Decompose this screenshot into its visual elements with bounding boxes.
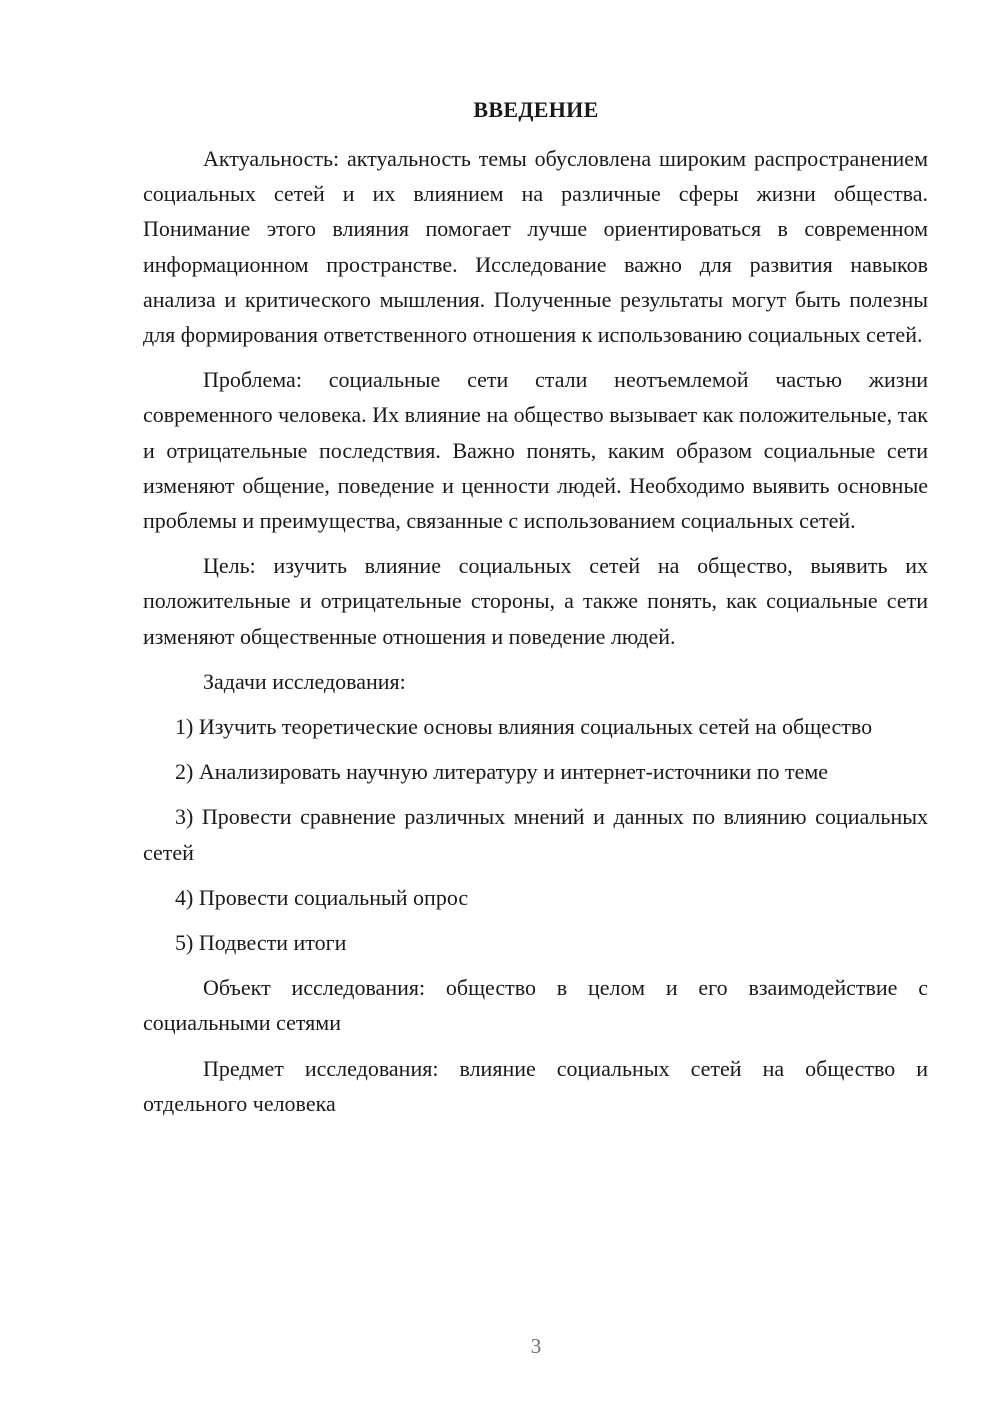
document-title: ВВЕДЕНИЕ bbox=[473, 97, 599, 122]
goal-paragraph: Цель: изучить влияние социальных сетей на общество, выявить их положительные и отрицательные стороны, а также понять, как социальные сети изменяют общественные отношения и поведение людей. bbox=[143, 553, 928, 649]
task-item-4: 4) Провести социальный опрос bbox=[175, 884, 469, 910]
page-number: 3 bbox=[530, 1334, 542, 1358]
task-item-2: 2) Анализировать научную литературу и интернет-источники по теме bbox=[175, 759, 829, 785]
task-item-5: 5) Подвести итоги bbox=[175, 930, 347, 956]
document-body bbox=[143, 141, 928, 1131]
research-subject-paragraph: Предмет исследования: влияние социальных сетей на общество и отдельного человека bbox=[143, 1055, 928, 1116]
problem-paragraph: Проблема: социальные сети стали неотъемлемой частью жизни современного человека. Их влияние на общество вызывает как положительные, так и отрицательные последствия. Важно понять, каким образом социальные сети изменяют общение, поведение и ценности людей. Необходимо выявить основные проблемы и преимущества, связанные с использованием социальных сетей. bbox=[143, 367, 928, 534]
relevance-paragraph: Актуальность: актуальность темы обусловлена широким распространением социальных сетей и их влиянием на различные сферы жизни общества. Понимание этого влияния помогает лучше ориентироваться в современном информационном пространстве. Исследование важно для развития навыков анализа и критического мышления. Полученные результаты могут быть полезны для формирования ответственного отношения к использованию социальных сетей. bbox=[143, 146, 928, 348]
tasks-heading: Задачи исследования: bbox=[203, 668, 406, 694]
task-item-3: 3) Провести сравнение различных мнений и данных по влиянию социальных сетей bbox=[143, 804, 928, 865]
research-object-paragraph: Объект исследования: общество в целом и его взаимодействие с социальными сетями bbox=[143, 975, 928, 1036]
task-item-1: 1) Изучить теоретические основы влияния социальных сетей на общество bbox=[175, 714, 873, 740]
